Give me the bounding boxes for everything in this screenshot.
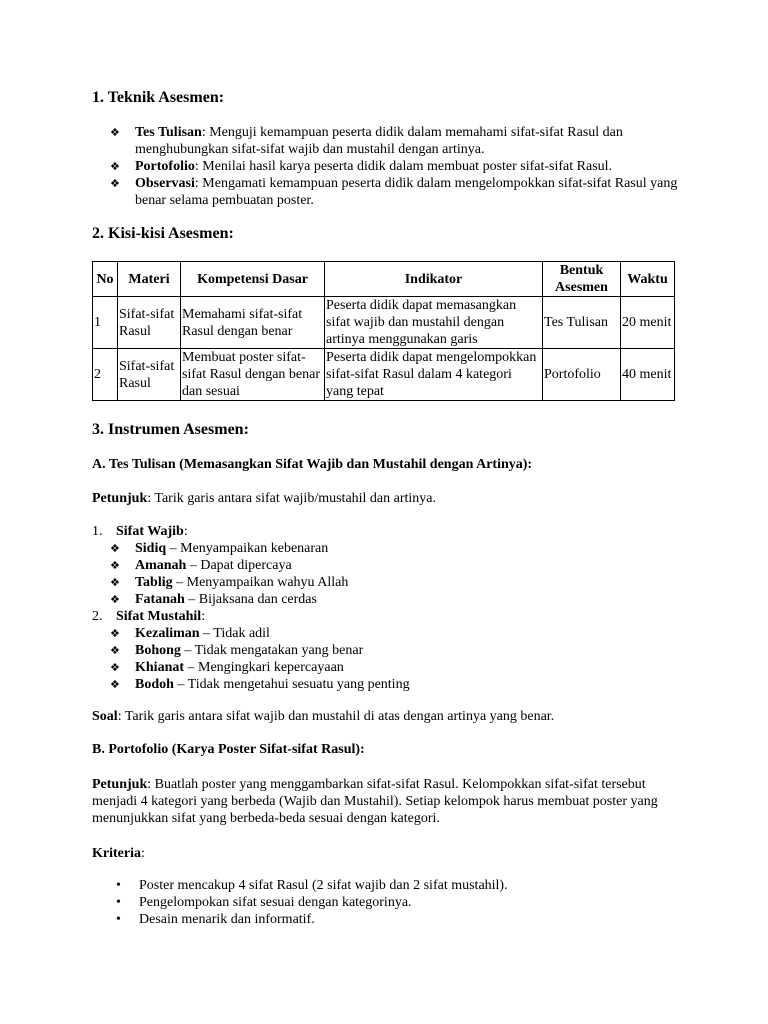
part-a-soal: Soal: Tarik garis antara sifat wajib dan mustahil di atas dengan artinya yang benar.	[92, 709, 555, 724]
diamond-bullet-icon: ❖	[110, 559, 120, 572]
diamond-bullet-icon: ❖	[110, 644, 120, 657]
table-cell: 1	[93, 297, 118, 349]
list-item: ❖ Sidiq – Menyampaikan kebenaran	[110, 541, 329, 556]
table-header: Kompetensi Dasar	[181, 262, 325, 297]
bullet-icon: •	[116, 878, 121, 893]
table-cell: 20 menit	[621, 297, 675, 349]
list-item: ❖ Fatanah – Bijaksana dan cerdas	[110, 592, 317, 607]
table-header: Indikator	[325, 262, 543, 297]
kisi-kisi-table	[92, 261, 675, 401]
diamond-bullet-icon: ❖	[110, 627, 120, 640]
diamond-bullet-icon: ❖	[110, 177, 120, 190]
bullet-icon: •	[116, 912, 121, 927]
bullet-icon: •	[116, 895, 121, 910]
table-cell: 40 menit	[621, 349, 675, 401]
table-header: Materi	[118, 262, 181, 297]
diamond-bullet-icon: ❖	[110, 542, 120, 555]
table-header: No	[93, 262, 118, 297]
section-1-heading: 1. Teknik Asesmen:	[92, 89, 225, 106]
list-item: ❖ Tes Tulisan: Menguji kemampuan peserta didik dalam memahami sifat-sifat Rasul dan menghubungkan sifat-sifat wajib dan mustahil dengan artinya.	[110, 125, 623, 157]
part-a-petunjuk: Petunjuk: Tarik garis antara sifat wajib/mustahil dan artinya.	[92, 491, 437, 506]
list-item: ❖ Portofolio: Menilai hasil karya peserta didik dalam membuat poster sifat-sifat Rasul.	[110, 159, 613, 174]
table-cell: Sifat-sifat Rasul	[118, 349, 181, 401]
list-item: ❖ Khianat – Mengingkari kepercayaan	[110, 660, 344, 675]
sifat-list	[92, 523, 682, 693]
list-item: 2. Sifat Mustahil:	[92, 609, 206, 624]
list-item: ❖ Bodoh – Tidak mengetahui sesuatu yang penting	[110, 677, 410, 692]
section-2-heading: 2. Kisi-kisi Asesmen:	[92, 225, 234, 242]
part-b-title: B. Portofolio (Karya Poster Sifat-sifat Rasul):	[92, 742, 365, 757]
part-a-title: A. Tes Tulisan (Memasangkan Sifat Wajib dan Mustahil dengan Artinya):	[92, 457, 533, 472]
list-item: ❖ Kezaliman – Tidak adil	[110, 626, 270, 641]
list-item: • Poster mencakup 4 sifat Rasul (2 sifat wajib dan 2 sifat mustahil).	[116, 878, 508, 893]
diamond-bullet-icon: ❖	[110, 593, 120, 606]
teknik-asesmen-list	[92, 124, 682, 209]
list-item: • Desain menarik dan informatif.	[116, 912, 315, 927]
list-item: ❖ Observasi: Mengamati kemampuan peserta didik dalam mengelompokkan sifat-sifat Rasul yang benar selama pembuatan poster.	[110, 176, 678, 208]
list-item: ❖ Tablig – Menyampaikan wahyu Allah	[110, 575, 349, 590]
table-cell: Tes Tulisan	[543, 297, 621, 349]
table-header-row	[93, 262, 675, 297]
table-cell: Peserta didik dapat mengelompokkan sifat-sifat Rasul dalam 4 kategori yang tepat	[325, 349, 543, 401]
kriteria-list	[92, 877, 682, 928]
diamond-bullet-icon: ❖	[110, 576, 120, 589]
part-b-petunjuk: Petunjuk: Buatlah poster yang menggambarkan sifat-sifat Rasul. Kelompokkan sifat-sifat tersebut menjadi 4 kategori yang berbeda (Wajib dan Mustahil). Setiap kelompok harus membuat poster yang menunjukkan sifat yang berbeda-beda sesuai dengan kategori.	[92, 777, 658, 826]
table-cell: Portofolio	[543, 349, 621, 401]
diamond-bullet-icon: ❖	[110, 126, 120, 139]
table-cell: Sifat-sifat Rasul	[118, 297, 181, 349]
part-b-kriteria-label: Kriteria:	[92, 846, 145, 861]
table-cell: Peserta didik dapat memasangkan sifat wajib dan mustahil dengan artinya menggunakan garis	[325, 297, 543, 349]
table-cell: 2	[93, 349, 118, 401]
table-header: Waktu	[621, 262, 675, 297]
table-row	[93, 349, 675, 401]
list-item: ❖ Amanah – Dapat dipercaya	[110, 558, 292, 573]
diamond-bullet-icon: ❖	[110, 160, 120, 173]
table-header: Bentuk Asesmen	[543, 262, 621, 297]
table-cell: Memahami sifat-sifat Rasul dengan benar	[181, 297, 325, 349]
diamond-bullet-icon: ❖	[110, 661, 120, 674]
list-item: 1. Sifat Wajib:	[92, 524, 188, 539]
table-row	[93, 297, 675, 349]
section-3-heading: 3. Instrumen Asesmen:	[92, 421, 249, 438]
diamond-bullet-icon: ❖	[110, 678, 120, 691]
list-item: ❖ Bohong – Tidak mengatakan yang benar	[110, 643, 364, 658]
table-cell: Membuat poster sifat-sifat Rasul dengan benar dan sesuai	[181, 349, 325, 401]
list-item: • Pengelompokan sifat sesuai dengan kategorinya.	[116, 895, 412, 910]
